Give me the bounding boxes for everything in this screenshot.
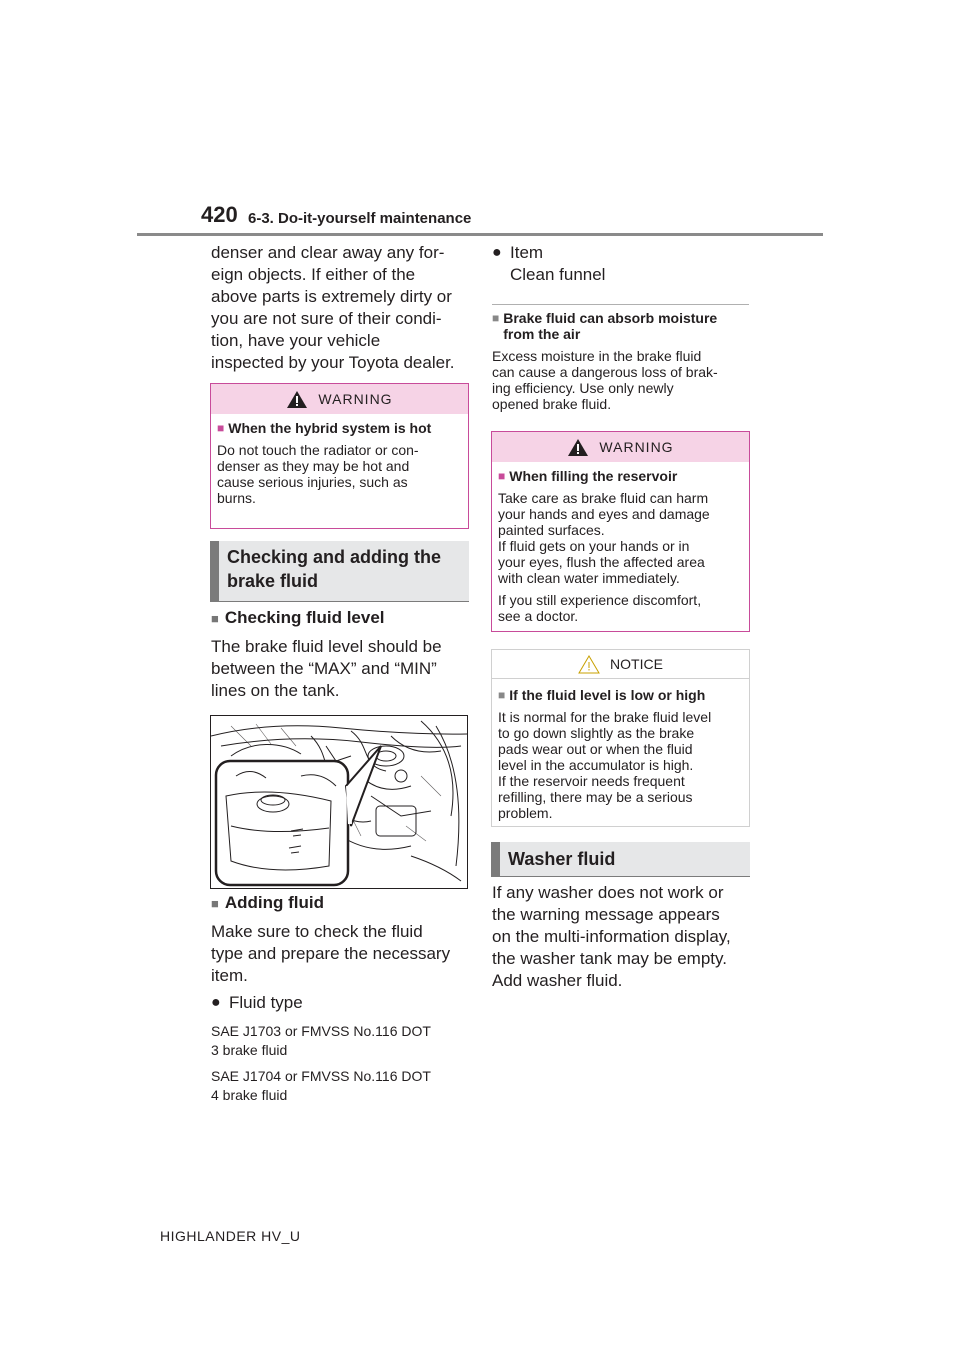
divider-rule	[492, 304, 749, 305]
square-bullet-icon: ■	[211, 610, 219, 626]
subheading-adding: ■ Adding fluid	[211, 893, 324, 912]
notice-box	[491, 649, 750, 827]
warning-label: WARNING	[318, 391, 393, 407]
header-rule	[137, 233, 823, 236]
warning-box-reservoir	[491, 431, 750, 632]
item-value: Clean funnel	[510, 265, 606, 284]
section-title: 6-3. Do-it-yourself maintenance	[248, 210, 472, 227]
section-heading-brake-fluid: Checking and adding the brake fluid	[210, 541, 469, 601]
bullet-fluid-type: ● Fluid type	[211, 993, 303, 1012]
section-rule	[491, 876, 750, 877]
washer-paragraph: If any washer does not work or the warning message appears on the multi-information display, the washer tank may be empty. Add washer fluid.	[492, 883, 731, 990]
intro-line: you are not sure of their condi-	[211, 309, 442, 328]
bullet-dot-icon: ●	[492, 244, 502, 261]
warning-body: Take care as brake fluid can harm your hands and eyes and damage painted surfaces. If fluid gets on your hands or in your eyes, flush the affected area with clean water immediately.	[498, 490, 710, 586]
moisture-body: Excess moisture in the brake fluid can cause a dangerous loss of brak- ing efficiency. Use only newly opened brake fluid.	[492, 348, 718, 412]
section-heading-washer-fluid: Washer fluid	[491, 842, 750, 876]
warning-heading: ■ When the hybrid system is hot	[217, 420, 432, 436]
warning-triangle-icon	[567, 438, 589, 457]
notice-label: NOTICE	[610, 656, 663, 672]
intro-line: denser and clear away any for-	[211, 243, 445, 262]
square-bullet-icon: ■	[217, 421, 225, 435]
square-bullet-icon: ■	[211, 895, 219, 911]
checking-paragraph: The brake fluid level should be between the “MAX” and “MIN” lines on the tank.	[211, 637, 442, 700]
moisture-heading: ■ Brake fluid can absorb moisture from the air	[492, 310, 718, 342]
bullet-item: ● Item	[492, 243, 544, 262]
intro-line: above parts is extremely dirty or	[211, 287, 452, 306]
caution-triangle-icon	[578, 655, 600, 674]
square-bullet-icon: ■	[492, 311, 500, 325]
section-rule	[210, 601, 469, 602]
warning-heading: ■ When filling the reservoir	[498, 468, 678, 484]
warning-triangle-icon	[286, 390, 308, 409]
intro-line: tion, have your vehicle	[211, 331, 381, 350]
footer-model: HIGHLANDER HV_U	[160, 1228, 301, 1244]
notice-header	[492, 650, 749, 679]
spec-dot4: SAE J1704 or FMVSS No.116 DOT 4 brake fluid	[211, 1068, 431, 1103]
warning-box-hybrid	[210, 383, 469, 529]
subheading-checking: ■ Checking fluid level	[211, 608, 385, 627]
page-number: 420	[201, 202, 238, 227]
notice-heading: ■ If the fluid level is low or high	[498, 687, 706, 703]
intro-line: eign objects. If either of the	[211, 265, 416, 284]
intro-line: inspected by your Toyota dealer.	[211, 353, 455, 372]
engine-bay-drawing	[211, 716, 467, 888]
warning-label: WARNING	[599, 439, 674, 455]
spec-dot3: SAE J1703 or FMVSS No.116 DOT 3 brake fluid	[211, 1023, 431, 1058]
intro-paragraph	[211, 242, 471, 374]
warning-body: Do not touch the radiator or con- denser as they may be hot and cause serious injuries, such as burns.	[217, 442, 419, 506]
square-bullet-icon: ■	[498, 688, 506, 702]
adding-paragraph: Make sure to check the fluid type and prepare the necessary item.	[211, 922, 451, 985]
warning-header	[492, 432, 749, 462]
notice-body: It is normal for the brake fluid level to go down slightly as the brake pads wear out or when the fluid level in the accumulator is high. If the reservoir needs frequent refilling, there may be a serious problem.	[498, 709, 712, 821]
bullet-dot-icon: ●	[211, 994, 221, 1011]
warning-body-2: If you still experience discomfort, see a doctor.	[498, 592, 702, 624]
warning-header	[211, 384, 468, 414]
brake-fluid-reservoir-illustration	[210, 715, 468, 889]
square-bullet-icon: ■	[498, 469, 506, 483]
